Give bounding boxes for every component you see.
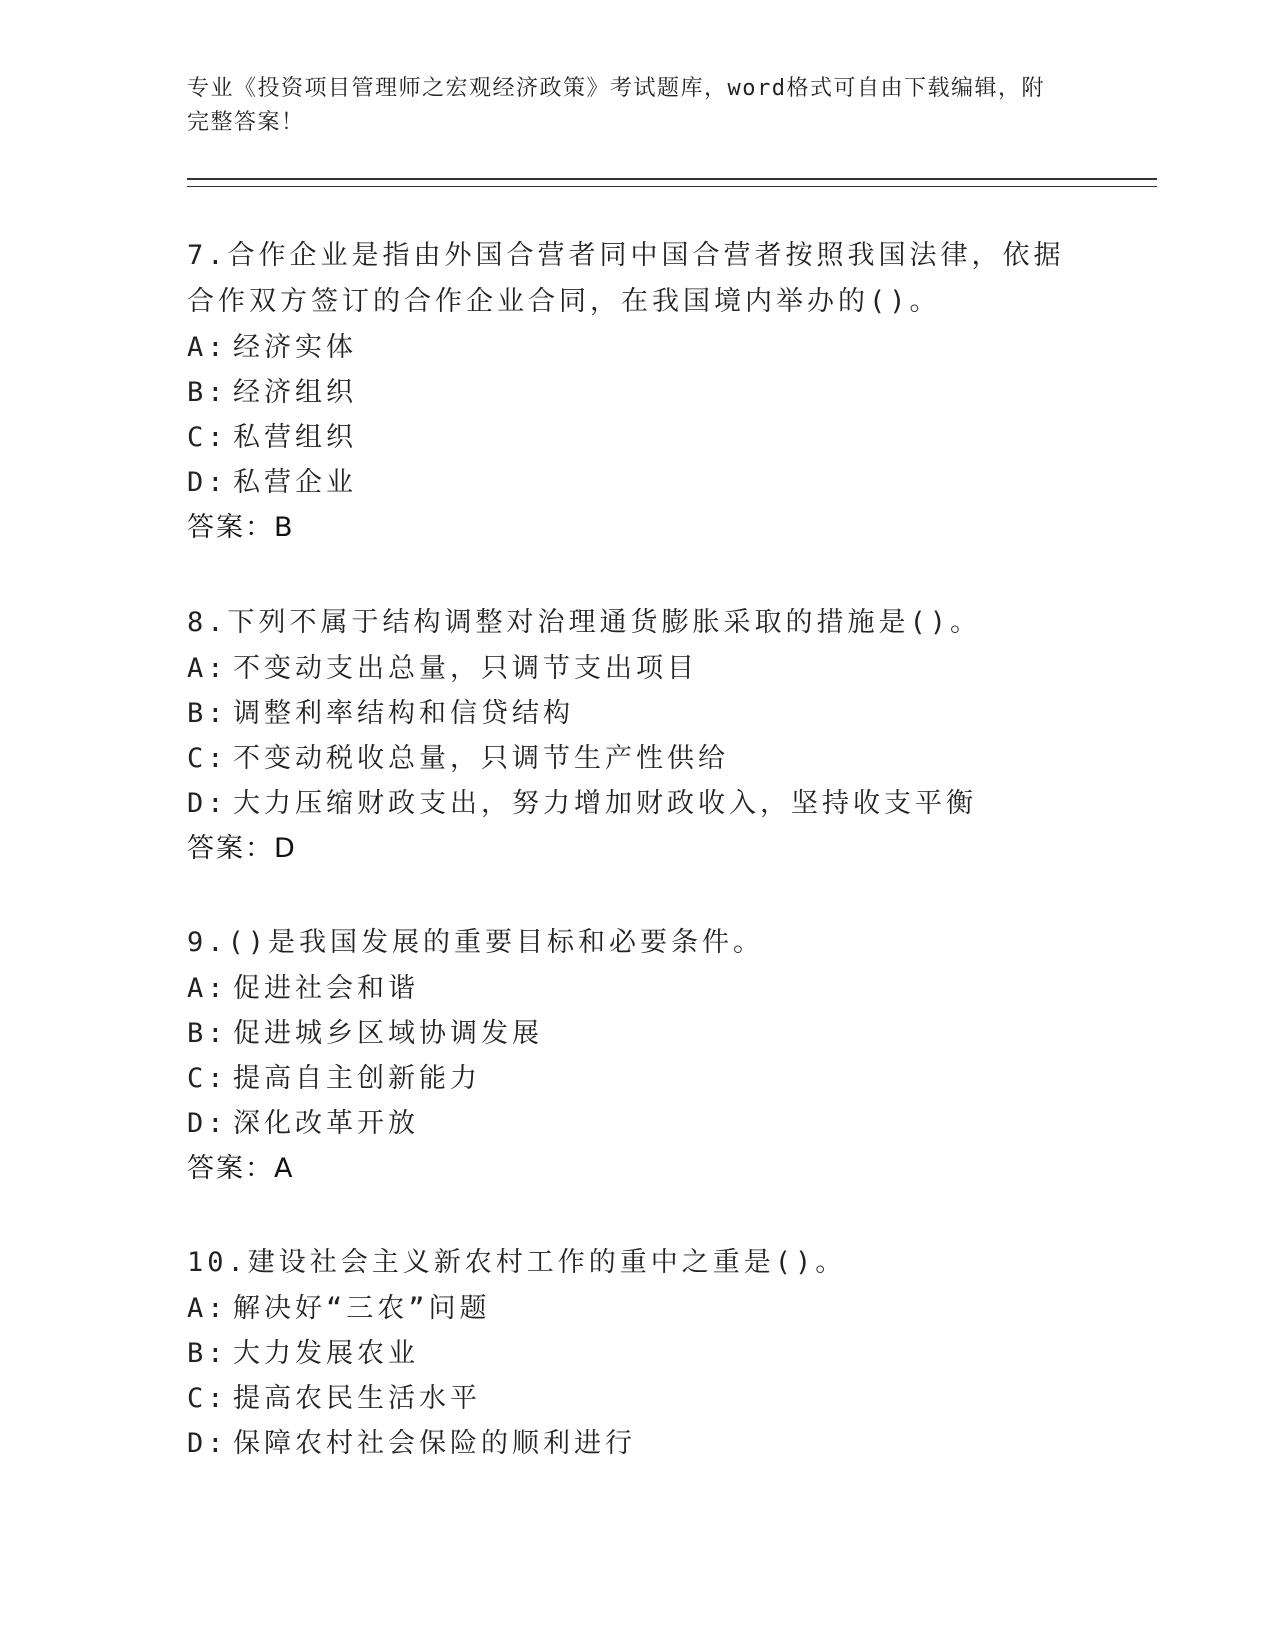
option-d: [187, 1101, 1087, 1146]
answer-label: 答案：A: [187, 1153, 295, 1184]
option-text: 提高农民生活水平: [233, 1383, 481, 1414]
option-text: 不变动税收总量，只调节生产性供给: [233, 743, 729, 774]
option-letter: C:: [187, 1383, 228, 1414]
option-d: [187, 781, 1087, 826]
option-letter: A:: [187, 653, 228, 684]
option-b: [187, 370, 1087, 415]
option-d: [187, 1421, 1087, 1466]
question-9: [187, 920, 1087, 1192]
option-letter: B:: [187, 1018, 228, 1049]
option-d: [187, 460, 1087, 505]
option-a: [187, 325, 1087, 370]
option-letter: A:: [187, 332, 228, 363]
option-c: [187, 1376, 1087, 1421]
option-text: 促进城乡区域协调发展: [233, 1018, 543, 1049]
question-stem: 10.建设社会主义新农村工作的重中之重是()。: [187, 1247, 847, 1278]
option-letter: B:: [187, 377, 228, 408]
option-letter: D:: [187, 1428, 228, 1459]
option-letter: A:: [187, 973, 228, 1004]
option-a: [187, 646, 1087, 691]
option-letter: B:: [187, 1338, 228, 1369]
option-b: [187, 1011, 1087, 1056]
question-7: [187, 233, 1087, 551]
page-header-text: 专业《投资项目管理师之宏观经济政策》考试题库，word格式可自由下载编辑，附完整答案！: [187, 76, 1045, 135]
option-text: 解决好“三农”问题: [233, 1293, 491, 1324]
option-text: 私营企业: [233, 467, 357, 498]
option-b: [187, 691, 1087, 736]
option-text: 私营组织: [233, 422, 357, 453]
option-text: 经济组织: [233, 377, 357, 408]
option-text: 不变动支出总量，只调节支出项目: [233, 653, 698, 684]
option-letter: C:: [187, 422, 228, 453]
option-letter: B:: [187, 698, 228, 729]
option-letter: D:: [187, 1108, 228, 1139]
option-b: [187, 1331, 1087, 1376]
option-text: 保障农村社会保险的顺利进行: [233, 1428, 636, 1459]
question-stem: 8.下列不属于结构调整对治理通货膨胀采取的措施是()。: [187, 607, 982, 638]
option-letter: C:: [187, 1063, 228, 1094]
option-text: 促进社会和谐: [233, 973, 419, 1004]
option-c: [187, 736, 1087, 781]
option-text: 提高自主创新能力: [233, 1063, 481, 1094]
option-letter: D:: [187, 788, 228, 819]
option-letter: A:: [187, 1293, 228, 1324]
option-text: 大力压缩财政支出，努力增加财政收入，坚持收支平衡: [233, 788, 977, 819]
option-c: [187, 415, 1087, 460]
option-text: 调整利率结构和信贷结构: [233, 698, 574, 729]
option-text: 大力发展农业: [233, 1338, 419, 1369]
question-10: [187, 1240, 1087, 1466]
option-letter: C:: [187, 743, 228, 774]
question-stem: 7.合作企业是指由外国合营者同中国合营者按照我国法律，依据合作双方签订的合作企业合同，在我国境内举办的()。: [187, 240, 1065, 317]
header-divider: [187, 178, 1157, 187]
answer-label: 答案：D: [187, 833, 297, 864]
option-c: [187, 1056, 1087, 1101]
option-a: [187, 1286, 1087, 1331]
question-8: [187, 600, 1087, 872]
option-letter: D:: [187, 467, 228, 498]
answer-label: 答案：B: [187, 512, 295, 543]
question-stem: 9.()是我国发展的重要目标和必要条件。: [187, 927, 765, 958]
option-text: 经济实体: [233, 332, 357, 363]
option-a: [187, 966, 1087, 1011]
option-text: 深化改革开放: [233, 1108, 419, 1139]
